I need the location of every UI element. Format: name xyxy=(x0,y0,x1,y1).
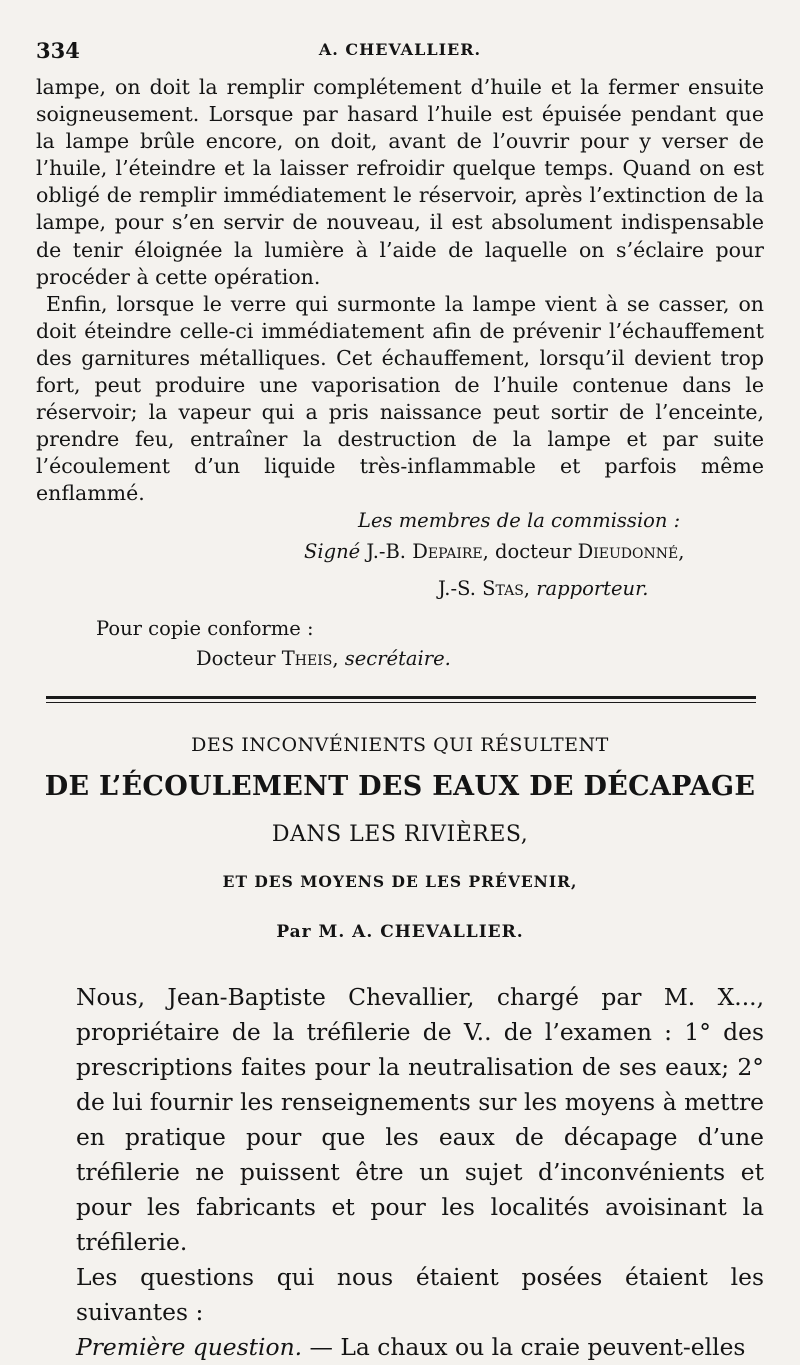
article-title-line-1: DES INCONVÉNIENTS QUI RÉSULTENT xyxy=(191,734,609,756)
role-secretaire: secrétaire. xyxy=(344,647,451,670)
paragraph: lampe, on doit la remplir complétement d’huile et la fermer ensuite soigneusement. Lorsque par hasard l’huile est épuisée pendant que la lampe brûle encore, on doit, avant de l’ouvrir pour y verser de l’huile, l’éteindre et la laisser refroidir quelque temps. Quand on est obligé de remplir immédiatement le réservoir, après l’extinction de la lampe, pour s’en servir de nouveau, il est absolument indispensable de tenir éloignée la lumière à l’aide de laquelle on s’éclaire pour procéder à cette opération. xyxy=(36,75,764,289)
text: J.-S. xyxy=(438,577,483,600)
signature-line-2 xyxy=(438,574,649,604)
text: , xyxy=(678,540,685,563)
text: , docteur xyxy=(482,540,578,563)
members-line: Les membres de la commission : xyxy=(358,509,681,532)
text: J.-B. xyxy=(360,540,413,563)
signature-line-1 xyxy=(304,537,684,567)
question-label: Première question. xyxy=(76,1333,303,1361)
text: Docteur xyxy=(196,647,282,670)
signe-label: Signé xyxy=(304,540,361,563)
page-number: 334 xyxy=(36,38,80,63)
double-rule-top xyxy=(46,696,756,699)
role-rapporteur: rapporteur. xyxy=(536,577,649,600)
name-theis: Theis xyxy=(281,647,333,670)
paragraph: Nous, Jean-Baptiste Chevallier, chargé par M. X..., propriétaire de la tréfilerie de V.. de l’examen : 1° des prescriptions faites pour la neutralisation de ses eaux; 2° de lui fournir les renseignements sur les moyens à mettre en pratique pour que les eaux de décapage d’une tréfilerie ne puissent être un sujet d’inconvénients et pour les fabricants et pour les localités avoisinant la tréfilerie. xyxy=(76,983,764,1256)
copie-line: Pour copie conforme : xyxy=(96,617,314,640)
name-stas: Stas xyxy=(482,577,524,600)
running-head xyxy=(36,38,764,66)
paragraph: Les questions qui nous étaient posées étaient les suivantes : xyxy=(76,1263,764,1326)
name-dieudonne: Dieudonné xyxy=(577,540,679,563)
article-title-line-4: ET DES MOYENS DE LES PRÉVENIR, xyxy=(222,872,578,891)
paragraph: Enfin, lorsque le verre qui surmonte la lampe vient à se casser, on doit éteindre celle-ci immédiatement afin de prévenir l’échauffement des garnitures métalliques. Cet échauffement, lorsqu’il devient trop fort, peut produire une vaporisation de l’huile contenue dans le réservoir; la vapeur qui a pris naissance peut sortir de l’enceinte, prendre feu, entraîner la destruction de la lampe et par suite l’écoulement d’un liquide très-inflammable et parfois même enflammé. xyxy=(36,291,764,506)
article-byline: Par M. A. CHEVALLIER. xyxy=(276,922,524,942)
previous-article-text xyxy=(36,74,764,508)
name-depaire: Depaire xyxy=(412,540,483,563)
text: , xyxy=(332,647,345,670)
article-title-line-3: DANS LES RIVIÈRES, xyxy=(271,822,529,847)
paragraph-question xyxy=(76,1330,764,1365)
text: , xyxy=(523,577,537,600)
article-body xyxy=(76,980,764,1365)
signature-line-4 xyxy=(196,644,451,674)
double-rule-bottom xyxy=(46,702,756,703)
article-title-line-2: DE L’ÉCOULEMENT DES EAUX DE DÉCAPAGE xyxy=(44,771,756,802)
question-text: — La chaux ou la craie peuvent-elles xyxy=(302,1333,746,1361)
running-title: A. CHEVALLIER. xyxy=(318,40,482,59)
